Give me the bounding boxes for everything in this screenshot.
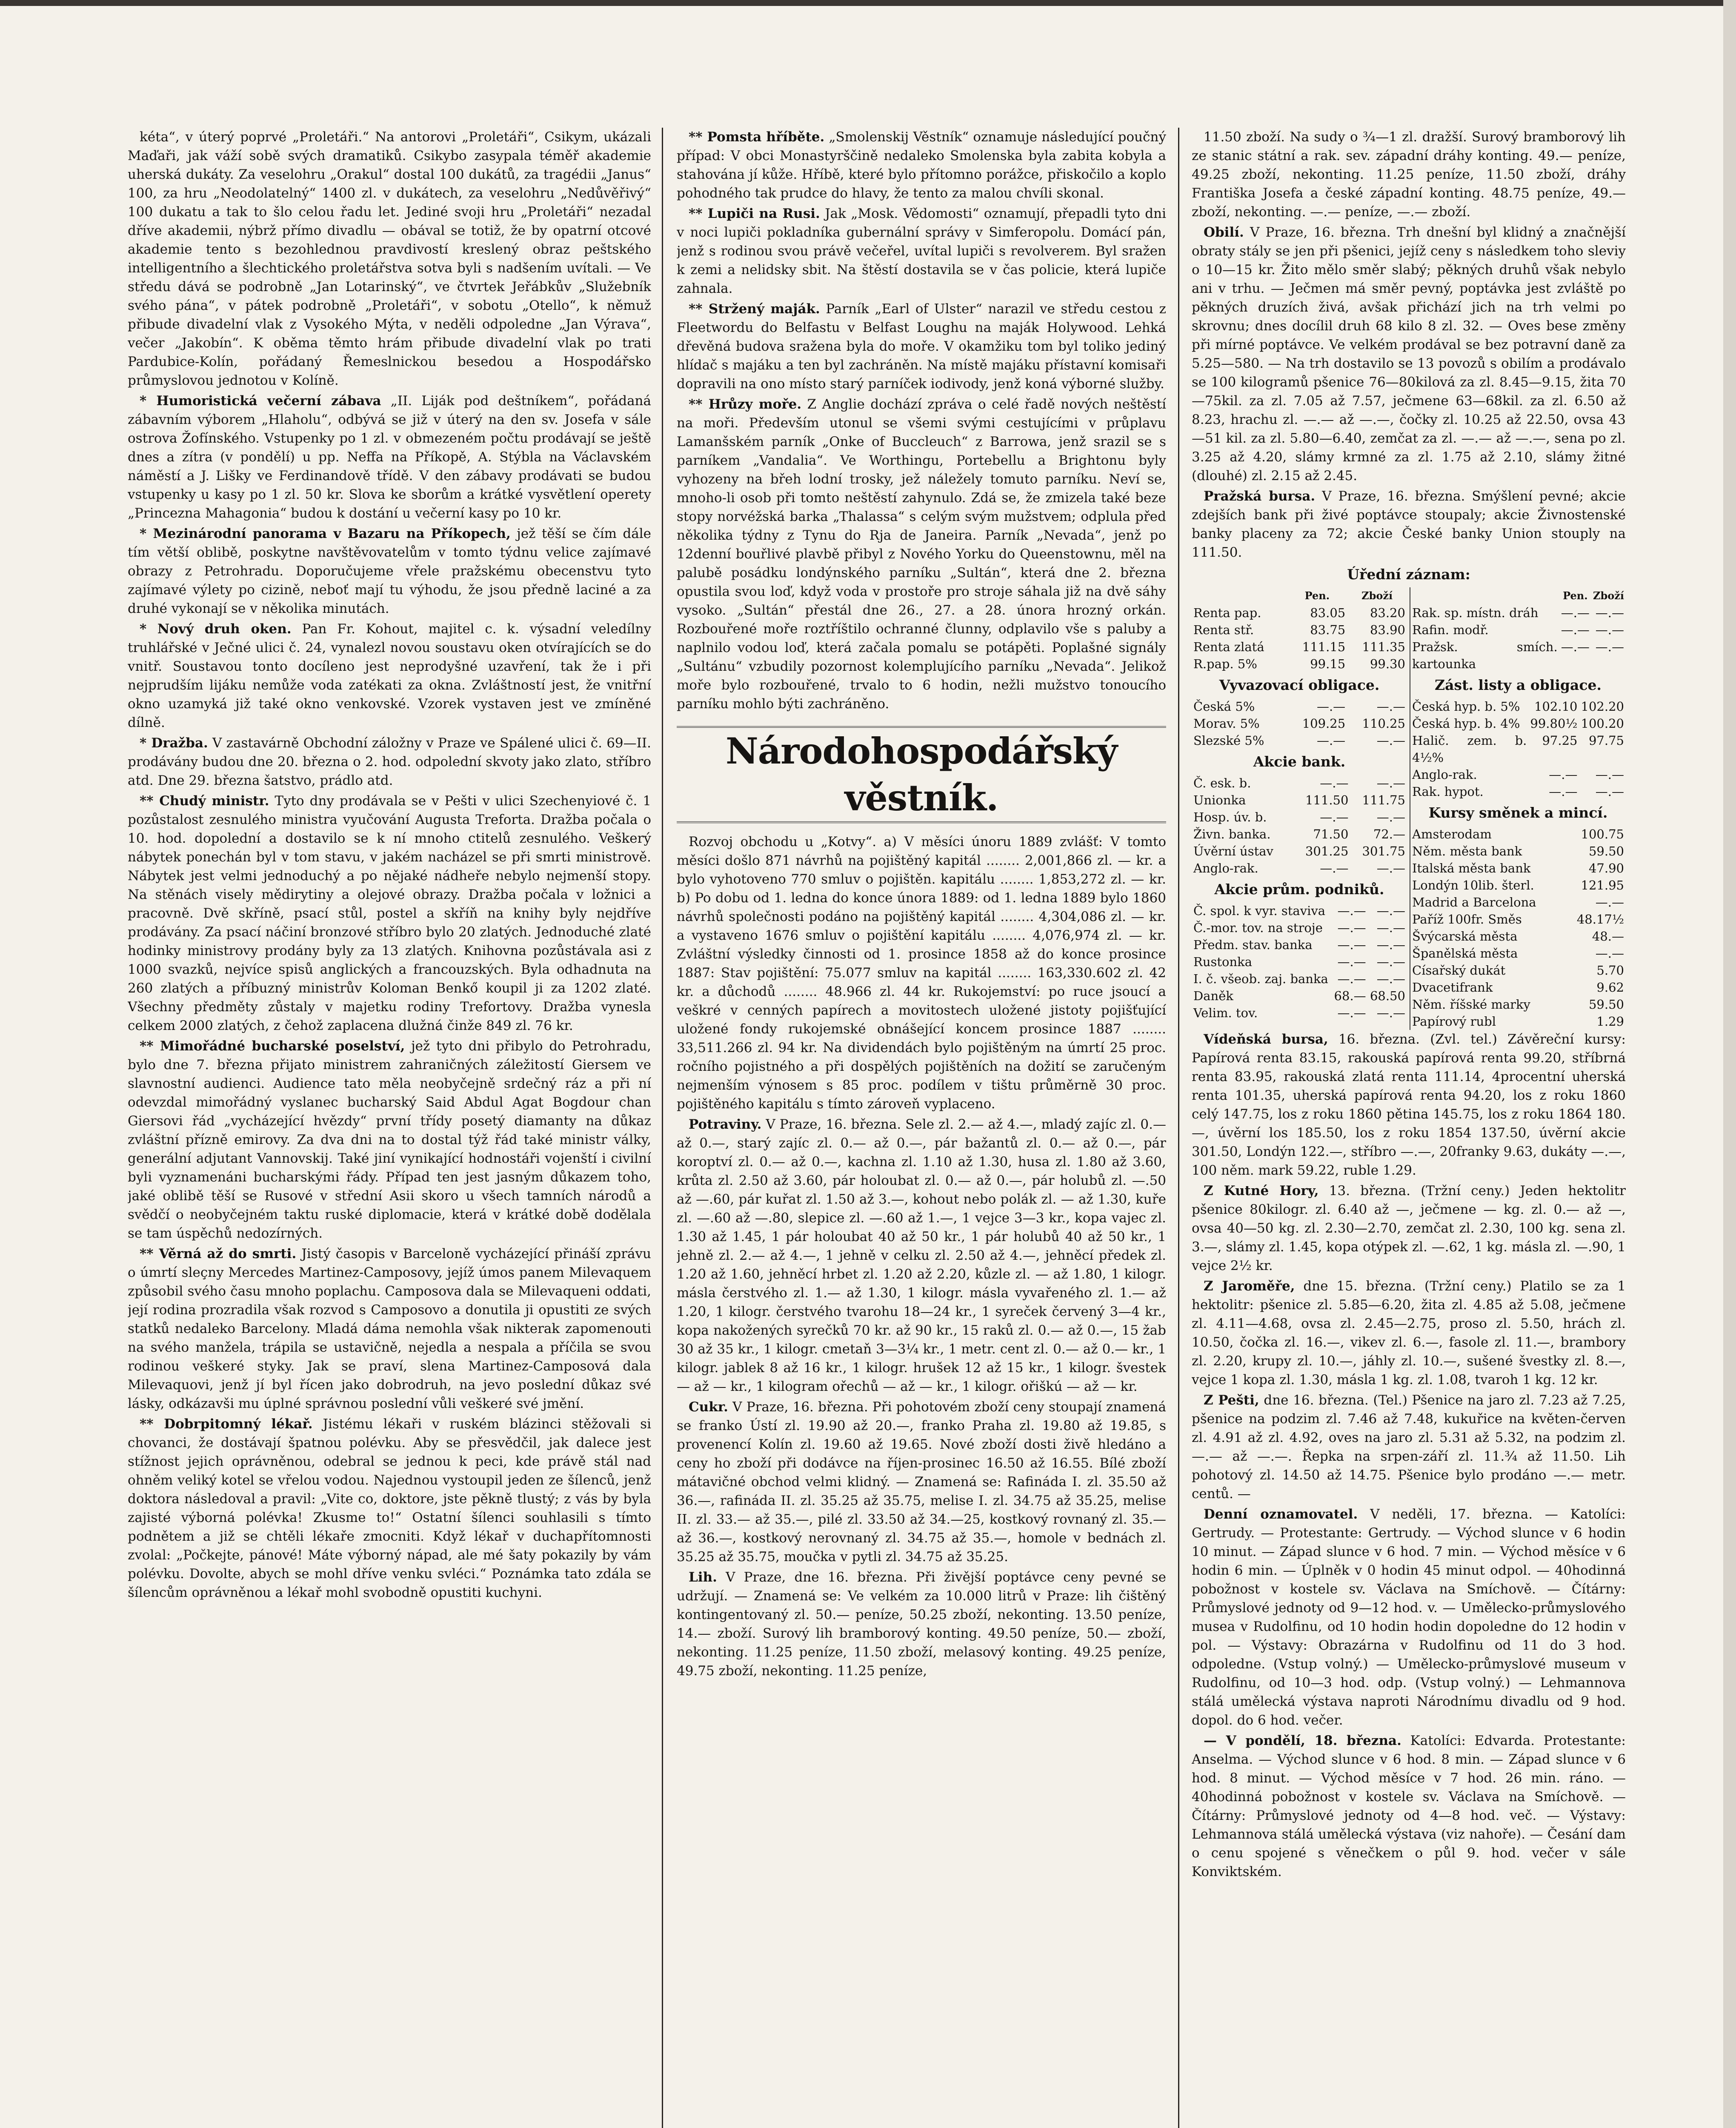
row-value: 59.50: [1588, 997, 1624, 1012]
table-row: [1410, 698, 1626, 715]
article: [1192, 1731, 1626, 1881]
article-text: Jistý časopis v Barceloně vycházející přináší zprávu o úmrtí sleçny Mercedes Martinez-Camposovy, jejíž úmos panem Milevaquem způsobil svého času mnoho poplachu. Camposova dala se Milevaqueni oddati, její rodina prozradila však rozvod s Camposovo a donutila ji opustiti ze svých statků nedaleko Barcelony. Mladá dáma nemohla však nikterak zapomenouti na svého manžela, trápila se ustavičně, nejedla a nespala a příčila se svou rodinou veškeré styky. Jak se praví, slena Martinez-Camposová dala Milevaquovi, jenž jí byl řícen jako dobrodruh, na jevo poslední důkaz své lásky, odkázavši mu úplné správnou poslední vůli veškeré své jmění.: [128, 1246, 651, 1411]
table-row: [1192, 809, 1407, 826]
row-value: 47.90: [1588, 861, 1624, 875]
table-row: [1410, 621, 1626, 638]
row-label: Č. spol. k vyr. staviva: [1193, 904, 1326, 918]
bourse-kursy-table: [1410, 826, 1626, 1030]
table-row: [1410, 826, 1626, 843]
article-text: Katolíci: Edvarda. Protestante: Anselma. — Východ slunce v 6 hod. 8 min. — Západ slunce v 6 hod. 8 minut. — Východ měsíce v 7 hod. 26 min. ráno. — 40hodinná pobožnost v kostele sv. Václava na Smíchově. — Čítárny: Průmyslové jednoty od 4—8 hod. več. — Výstavy: Lehmannova stálá umělecká výstava (viz nahoře). — Česání dam o cenu spojené s věnečkem o půl 9. hod. večer v sále Konviktském.: [1192, 1733, 1626, 1879]
article-text: V Praze, 16. března. Při pohotovém zboží ceny stoupají znamená se franko Ústí zl. 19.90 až 20.—, franko Praha zl. 19.80 až 19.85, s provenencí Kolín zl. 19.60 až 19.65. Nové zboží dosti živě hledáno a ceny ho zboží při dodávce na říjen-prosinec 16.50 až 16.55. Bílé zboží mátavičné obchod velmi klidný. — Znamená se: Rafináda I. zl. 35.50 až 36.—, rafináda II. zl. 35.25 až 35.75, melise I. zl. 34.75 až 35.25, melise II. zl. 33.— až 35.—, pilé zl. 33.50 až 34.—25, kostkový rovnaný zl. 35.— až 36.—, kostkový nerovnaný zl. 34.75 až 35.—, homole v bednách zl. 35.25 až 35.75, moučka v pytli zl. 34.75 až 35.25.: [677, 1399, 1166, 1565]
table-row: [1192, 919, 1407, 936]
article-heading: ** Mimořádné bucharské poselství,: [140, 1038, 405, 1054]
table-row: [1410, 996, 1626, 1013]
article: [677, 1568, 1166, 1680]
table-row: [1410, 979, 1626, 996]
row-label: Slezské 5%: [1193, 733, 1264, 748]
row-value: 100.20: [1581, 716, 1624, 731]
table-row: [1192, 843, 1407, 860]
row-value: —.—: [1320, 861, 1349, 875]
row-label: Velim. tov.: [1193, 1006, 1258, 1020]
article: [677, 300, 1166, 393]
row-label: Daněk: [1193, 989, 1233, 1003]
article: [128, 1244, 651, 1413]
article: [128, 524, 651, 618]
row-label: Italská města bank: [1412, 861, 1531, 875]
article: [128, 392, 651, 523]
row-value: 111.75: [1362, 793, 1405, 807]
article-text: kéta“, v úterý poprvé „Proletáři.“ Na antorovi „Proletáři“, Csikym, ukázali Maďaři, jak váží sobě svých dramatiků. Csikybo zasypala téměř akademie uherská dukáty. Za veselohru „Orakul“ dostal 100 dukátů, za tragédii „Janus“ 100, za hru „Neodolatelný“ 1400 zl. v dukátech, za veselohru „Nedůvěřivý“ 100 dukatu a tak to šlo celou řadu let. Jediné svoji hru „Proletáři“ nezadal dříve akademii, nýbrž přímo divadlu — obával se totiž, že by opatrní otcové akademie tento s bezohlednou pravdivostí kreslený obraz peštského intelligentního a šlechtického proletářstva sotva byli s nadšením uvítali. — Ve středu dává se podrobně „Jan Lotarinský“, ve čtvrtek Jeřábkův „Služebník svého pána“, v pátek podrobně „Proletáři“, v sobotu „Otello“, k němuž přibude divadelní vlak z Vysokého Mýta, v neděli odpoledne „Jan Výrava“, večer „Jakobín“. K oběma těmto hrám přibude divadelní vlak po trati Pardubice-Kolín, pořádaný Řemeslnickou besedou a Hospodářsko průmyslovou jednotou v Kolíně.: [128, 129, 651, 388]
article-heading: * Humoristická večerní zábava: [140, 393, 381, 409]
row-label: Papírový rubl: [1412, 1014, 1496, 1029]
table-row: [1410, 638, 1626, 672]
table-row: [1410, 877, 1626, 894]
table-row: [1192, 987, 1407, 1004]
row-value: 97.25: [1542, 733, 1578, 748]
row-value: —.—: [1561, 640, 1590, 654]
row-value: —.—: [1376, 955, 1405, 969]
row-label: Amsterodam: [1412, 827, 1492, 841]
table-row: [1192, 792, 1407, 809]
row-value: —.—: [1337, 938, 1366, 952]
article-text: V zastavárně Obchodní záložny v Praze ve Spálené ulici č. 69—II. prodávány budou dne 20. března o 2. hod. odpolední skvoty jako zlato, stříbro atd. Dne 29. března šatstvo, prádlo atd.: [128, 735, 651, 788]
table-row: [1410, 928, 1626, 945]
row-label: Pražsk. smích. kartounka: [1412, 640, 1558, 671]
article-text: 13. března. (Tržní ceny.) Jeden hektolitr pšenice 80kilogr. zl. 6.40 až —, ječmene — kg. zl. 0.— až —, ovsa 40—50 kg. zl. 2.30—2.70, zemčat zl. 2.30, 100 kg. sena zl. 3.—, slámy zl. 1.45, kopa otýpek zl. —.62, 1 kg. másla zl. —.90, 1 vejce 2½ kr.: [1192, 1183, 1626, 1273]
article: [677, 204, 1166, 298]
bourse-official-table: [1192, 587, 1626, 1030]
article-heading: * Nový druh oken.: [140, 621, 292, 637]
row-value: 71.50: [1313, 827, 1349, 841]
article-text: „Smolenskij Věstník“ oznamuje následující poučný případ: V obci Monastyrščině nedaleko Smolenska byla zabita kobyla a stahována jí kůže. Hříbě, které bylo přítomno porážce, přiskočilo a koplo pohodného tak prudce do hlavy, že tento za malou chvíli skonal.: [677, 129, 1166, 201]
row-value: —.—: [1337, 972, 1366, 986]
row-label: Předm. stav. banka: [1193, 938, 1313, 952]
row-label: Španělská města: [1412, 946, 1518, 961]
article-heading: Vídeňská bursa,: [1204, 1032, 1328, 1047]
column-rule-2: [1178, 128, 1179, 2128]
article-heading: ** Pomsta hříběte.: [689, 129, 825, 145]
bourse-zast-table: [1410, 698, 1626, 800]
row-label: Úvěrní ústav: [1193, 844, 1273, 858]
row-label: Halič. zem. b. 4½%: [1412, 733, 1527, 765]
article: [1192, 223, 1626, 485]
row-value: 99.15: [1310, 657, 1346, 671]
article: [1192, 1391, 1626, 1503]
row-value: —.—: [1337, 921, 1366, 935]
row-value: —.—: [1549, 767, 1578, 782]
table-row: [1410, 715, 1626, 732]
row-value: —.—: [1549, 784, 1578, 799]
row-value: 111.15: [1302, 640, 1346, 654]
article-heading: Obilí.: [1204, 225, 1244, 240]
row-value: 83.90: [1370, 623, 1405, 637]
article-heading: Z Kutné Hory,: [1204, 1183, 1319, 1198]
row-label: Něm. města bank: [1412, 844, 1522, 858]
article-text: 16. března. (Zvl. tel.) Závěreční kursy: Papírová renta 83.15, rakouská papírová renta 99.20, stříbrná renta 83.95, rakouská zlatá renta 111.14, 4procentní uherská renta 101.35, uherská papírová renta 94.20, los z roku 1860 celý 147.75, los z roku 1860 pětina 145.75, los z roku 1864 180.—, úvěrní los 185.50, los z roku 1854 137.50, úvěrní akcie 301.50, Londýn 122.—, stříbro —.—, 20franky 9.63, dukáty —.—, 100 něm. mark 59.22, ruble 1.29.: [1192, 1032, 1626, 1178]
row-label: Paříž 100fr. Směs: [1412, 912, 1522, 927]
table-row: [1192, 621, 1407, 638]
row-value: —.—: [1595, 623, 1624, 637]
article-text: Pan Fr. Kohout, majitel c. k. výsadní veledílny truhlářské v Ječné ulici č. 24, vynalezl novou soustavu oken otvírajících se do vnitř. Soustavou tonto docíleno jest neprodyšné uzavření, tak že i při nejprudším lijáku nemůže voda zatékati za okna. Zvláštností jest, že vnitřní okno uzamyká již také okno venkovské. Vzorek vystaven jest ve zmíněné dílně.: [128, 621, 651, 730]
row-label: Císařský dukát: [1412, 963, 1506, 978]
article-heading: * Dražba.: [140, 735, 208, 751]
bourse-vyv-title: Vyvazovací obligace.: [1219, 677, 1380, 693]
bourse-misc-table: [1410, 587, 1626, 672]
row-label: Rak. hypot.: [1412, 784, 1484, 799]
row-value: 83.75: [1310, 623, 1346, 637]
row-value: —.—: [1376, 733, 1405, 748]
row-label: Rustonka: [1193, 955, 1253, 969]
row-value: —.—: [1561, 606, 1590, 620]
bourse-vyv-table: [1192, 698, 1407, 749]
row-value: —.—: [1376, 938, 1405, 952]
row-label: Anglo-rak.: [1412, 767, 1477, 782]
row-value: 121.95: [1581, 878, 1624, 892]
row-label: Česká hyp. b. 4%: [1412, 716, 1520, 731]
row-label: Renta zlatá: [1193, 640, 1264, 654]
table-row: [1192, 970, 1407, 987]
row-value: —.—: [1337, 904, 1366, 918]
row-value: —.—: [1595, 946, 1624, 961]
row-value: 111.35: [1362, 640, 1405, 654]
row-value: —.—: [1316, 699, 1346, 714]
scan-right-edge: [1723, 0, 1736, 2128]
row-value: 99.30: [1370, 657, 1405, 671]
row-label: Hosp. úv. b.: [1193, 810, 1267, 824]
article-heading: Pražská bursa.: [1204, 489, 1316, 504]
row-value: —.—: [1595, 606, 1624, 620]
bourse-rentes-table: [1192, 587, 1407, 672]
article-heading: ** Chudý ministr.: [140, 793, 269, 809]
row-value: 59.50: [1588, 844, 1624, 858]
article: [128, 1037, 651, 1243]
article: [128, 620, 651, 732]
row-value: —.—: [1320, 776, 1349, 790]
header-zbozi: Zboží: [1361, 589, 1393, 602]
row-label: R.pap. 5%: [1193, 657, 1257, 671]
row-value: —.—: [1320, 810, 1349, 824]
column-2-top-articles: [677, 128, 1166, 713]
table-row: [1410, 604, 1626, 621]
row-label: Živn. banka.: [1193, 827, 1271, 841]
table-row: [1192, 860, 1407, 877]
article: [128, 1415, 651, 1602]
article-heading: Denní oznamovatel.: [1204, 1507, 1358, 1522]
row-label: Londýn 10lib. šterl.: [1412, 878, 1534, 892]
row-value: 99.80½: [1530, 716, 1578, 731]
row-value: —.—: [1376, 921, 1405, 935]
table-row: [1192, 655, 1407, 672]
article-text: V Praze, 16. března. Sele zl. 2.— až 4.—, mladý zajíc zl. 0.— až 0.—, starý zajíc zl. 0.— až 0.—, pár bažantů zl. 0.— až 0.—, pár koroptví zl. 0.— až 0.—, kachna zl. 1.10 až 1.30, husa zl. 1.80 až 3.60, krůta zl. 2.50 až 3.60, pár holoubat zl. 0.— až 0.—, pár holubů zl. —.50 až —.60, pár kuřat zl. 1.50 až 3.—, kohout nebo polák zl. — až 1.30, kuře zl. —.60 až —.80, slepice zl. —.60 až 1.—, 1 vejce 3—3 kr., kopa vajec zl. 1.30 až 1.45, 1 pár holoubat 40 až 50 kr., 1 pár holubů 40 až 50 kr., 1 jehně zl. 2.— až 4.—, 1 jehně v celku zl. 2.50 až 4.—, jehněcí předek zl. 1.20 až 1.60, jehněcí hrbet zl. 1.20 až 2.20, kůzle zl. — až 1.80, 1 kilogr. másla čerstvého zl. 1.— až 1.30, 1 kilogr. másla vyvařeného zl. 1.— až 1.20, 1 kilogr. čerstvého tvarohu 18—24 kr., 1 syreček červený 3—4 kr., kopa nakožených syrečků 70 kr. až 90 kr., 15 raků zl. 0.— až 0.—, 15 žab 30 až 35 kr., 1 kilogr. cmetaň 3—3¼ kr., 1 metr. cent zl. 0.— až 0.— kr., 1 kilogr. jablek 8 až 16 kr., 1 kilogr. hrušek 12 až 15 kr., 1 kilogr. švestek — až — kr., 1 kilogram ořechů — až — kr., 1 kilogr. ořiškú — až — kr.: [677, 1117, 1166, 1394]
article-heading: ** Dobrpitomný lékař.: [140, 1416, 313, 1432]
article: [677, 1398, 1166, 1566]
article-text: V Praze, 16. března. Smýšlení pevné; akcie zdejších bank při živé poptávce stoupaly; akcie Živnostenské banky placeny za 72; akcie České banky Union stouply na 111.50.: [1192, 489, 1626, 560]
article: [677, 128, 1166, 203]
column-2-economic-articles: [677, 832, 1166, 1680]
row-value: 102.10: [1534, 699, 1578, 714]
article-heading: ** Věrná až do smrti.: [140, 1246, 297, 1261]
article: [1192, 1505, 1626, 1730]
column-2: [677, 128, 1166, 2128]
table-row: [1192, 698, 1407, 715]
article-text: Jistému lékaři v ruském blázinci stěžovali si chovanci, že dostávají špatnou polévku. Aby se přesvědčil, jak dalece jest stížnost jejich oprávněnou, odebral se jednou k peci, kde právě stál nad ohněm veliký kotel se vřelou vodou. Najednou vystoupil jeden ze šílenců, jenž doktora následoval a pravil: „Vite co, doktore, jste pěkně tlustý; z vás by byla zajisté výborná polévka! Zkusme to!“ Ostatní šílenci souhlasili s tímto podnětem a již se chtěli lékaře zmocniti. Když lékař v duchapřítomnosti zvolal: „Počkejte, pánové! Máte výborný nápad, ale mé šaty pokazily by vám polévku. Dovolte, abych se mohl dříve venku svléci.“ Poznámka tato zdála se šílencům oprávněnou a lékař mohl svobodně opustiti kuchyni.: [128, 1416, 651, 1600]
row-label: Renta stř.: [1193, 623, 1254, 637]
table-row: [1410, 783, 1626, 800]
row-value: 9.62: [1596, 980, 1624, 995]
column-rule-1: [662, 128, 663, 2128]
column-3-bottom-articles: [1192, 1030, 1626, 1881]
table-row: [1192, 953, 1407, 970]
table-row: [1192, 732, 1407, 749]
row-value: 83.20: [1370, 606, 1405, 620]
row-value: 97.75: [1588, 733, 1624, 748]
row-value: —.—: [1316, 733, 1346, 748]
row-value: 68.50: [1370, 989, 1405, 1003]
scan-top-edge: [0, 0, 1736, 6]
row-value: 68.—: [1334, 989, 1366, 1003]
row-label: Č. esk. b.: [1193, 776, 1251, 790]
row-label: Česká hyp. b. 5%: [1412, 699, 1520, 714]
row-label: Rak. sp. místn. dráh: [1412, 606, 1539, 620]
table-row: [1410, 894, 1626, 911]
article-text: V neděli, 17. března. — Katolíci: Gertrudy. — Protestante: Gertrudy. — Východ slunce v 6 hodin 10 minut. — Západ slunce v 6 hod. 7 min. — Východ měsíce v 6 hodin 6 min. — Úplněk v 0 hodin 45 minut odpol. — 40hodinná pobožnost v kostele sv. Václava na Smíchově. — Čítárny: Průmyslové jednoty od 9—12 hod. v. — Umělecko-průmyslového musea v Rudolfinu, od 10 hodin hodin dopoledne do 12 hodin v pol. — Výstavy: Obrazárna v Rudolfinu od 11 do 3 hod. odpoledne. (Vstup volný.) — Umělecko-průmyslové museum v Rudolfinu, od 10—3 hod. odp. (Vstup volný.) — Lehmannova stálá umělecká výstava naproti Národnímu divadlu od 9 hod. dopol. do 6 hod. večer.: [1192, 1507, 1626, 1728]
row-value: 1.29: [1596, 1014, 1624, 1029]
table-row: [1410, 911, 1626, 928]
bourse-zast-title: Zást. listy a obligace.: [1435, 677, 1602, 693]
row-value: 301.75: [1362, 844, 1405, 858]
row-label: Unionka: [1193, 793, 1246, 807]
table-row: [1410, 843, 1626, 860]
article-text: dne 15. března. (Tržní ceny.) Platilo se za 1 hektolitr: pšenice zl. 5.85—6.20, žita zl. 4.85 až 5.08, ječmene zl. 4.11—4.68, ovsa zl. 2.45—2.75, proso zl. 5.50, hrách zl. 10.50, čočka zl. 16.—, vikev zl. 6.—, fasole zl. 11.—, brambory zl. 2.20, krupy zl. 10.—, jáhly zl. 10.—, sušené švestky zl. 8.—, vejce 1 kopa zl. 1.30, másla 1 kg. zl. 1.08, tvaroh 1 kg. 12 kr.: [1192, 1279, 1626, 1387]
table-row: [1192, 936, 1407, 953]
article-heading: ** Stržený maják.: [689, 301, 820, 317]
row-value: 100.75: [1581, 827, 1624, 841]
bourse-podnik-title: Akcie prům. podniků.: [1214, 881, 1384, 898]
article-heading: Potraviny.: [689, 1117, 762, 1132]
row-value: 5.70: [1596, 963, 1624, 978]
article-heading: Cukr.: [689, 1399, 728, 1415]
article-text: dne 16. března. (Tel.) Pšenice na jaro zl. 7.23 až 7.25, pšenice na podzim zl. 7.46 až 7.48, kukuřice na květen-červen zl. 4.91 až zl. 4.92, oves na jaro zl. 5.31 až 5.32, na podzim zl. —.— až —.—. Řepka na srpen-září zl. 11.¾ až 11.50. Lih pohotový zl. 14.50 až 14.75. Pšenice bylo prodáno —.— metr. centů. —: [1192, 1393, 1626, 1502]
article-heading: * Mezinárodní panorama v Bazaru na Příkopech,: [140, 526, 511, 541]
row-value: —.—: [1376, 699, 1405, 714]
article: [1192, 1030, 1626, 1180]
article: [128, 128, 651, 390]
section-title: Národohospodářský věstník.: [677, 726, 1166, 823]
article: [1192, 1181, 1626, 1275]
article: [1192, 487, 1626, 562]
table-row: [1192, 638, 1407, 655]
row-label: Rafin. modř.: [1412, 623, 1489, 637]
row-value: —.—: [1595, 784, 1624, 799]
row-value: 48.—: [1592, 929, 1624, 944]
column-3-top-articles: [1192, 128, 1626, 562]
row-label: Něm. říšské marky: [1412, 997, 1530, 1012]
row-value: —.—: [1561, 623, 1590, 637]
row-value: 111.50: [1305, 793, 1349, 807]
article: [128, 792, 651, 1035]
row-label: Anglo-rak.: [1193, 861, 1258, 875]
article-text: V Praze, dne 16. března. Při živější poptávce ceny pevné se udržují. — Znamená se: Ve velkém za 10.000 litrů v Praze: lih čištěný kontingentovaný zl. 50.— peníze, 50.25 zboží, nekonting. 13.50 peníze, 14.— zboží. Surový lih bramborový konting. 49.50 peníze, 50.— zboží, nekonting. 11.25 peníze, 11.50 zboží, melasový konting. 49.25 peníze, 49.75 zboží, nekonting. 11.25 peníze,: [677, 1570, 1166, 1679]
row-value: —.—: [1595, 895, 1624, 910]
article-text: Z Anglie dochází zpráva o celé řadě nových neštěstí na moři. Především utonul se všemi svými cestujícími v průplavu Lamanšském parník „Onke of Buccleuch“ z Barrowa, jenž srazil se s parníkem „Vandalia“. Ve Worthingu, Portebellu a Brightonu byly vyhozeny na břeh lodní trosky, jež náležely tomuto parníku. Neví se, mnoho-li osob při tomto neštěstí zahynulo. Zdá se, že zmizela také beze stopy norvéžská barka „Thalassa“ s celým svým mužstvem; odplula před několika týdny z Tynu do Rja de Janeira. Parník „Nevada“, jenž po 12denní bouřlivé plavbě přibyl z Nového Yorku do Queenstownu, měl na palubě posádku londýnského parníku „Sultán“, která dne 2. března opustila svou loď, když voda v prostoře pro stroje sáhala již na dvě sáhy vysoko. „Sultán“ přestál dne 26., 27. a 28. února hrozný orkán. Rozbouřené moře roztříštilo ochranné člunny, odplavilo vše s paluby a naplnilo vodou loď, která začala pomalu se potápěti. Poplašné signály „Sultánu“ vzbudily pozornost kolemplujícího parníku „Nevada“. Jelikož moře bylo rozbouřené, trvalo to 6 hodin, nežli mužstvo tonoucího parníku mohlo býti zachráněno.: [677, 397, 1166, 712]
row-value: 109.25: [1302, 716, 1346, 731]
column-3: [1192, 128, 1626, 2128]
table-row: [1192, 902, 1407, 919]
row-value: 102.20: [1581, 699, 1624, 714]
table-row: [1410, 732, 1626, 766]
article-text: Parník „Earl of Ulster“ narazil ve středu cestou z Fleetwordu do Belfastu v Belfast Loughu na maják Holywood. Lehká dřevěná budova sražena byla do moře. V okamžiku tom byl toliko jediný hlídač s majáku a ten byl zachráněn. Na místě majáku přístavní komisaři dopravili na ono místo starý parníček iodivody, jenž koná výborné služby.: [677, 301, 1166, 392]
row-value: —.—: [1376, 904, 1405, 918]
table-row: [1192, 775, 1407, 792]
row-value: —.—: [1337, 955, 1366, 969]
article-text: Rozvoj obchodu u „Kotvy“. a) V měsíci únoru 1889 zvlášť: V tomto měsíci došlo 871 návrhů na pojištěný kapitál ........ 2,001,866 zl. — kr. a bylo vyhotoveno 770 smluv o pojištěn. kapitálu ........ 1,853,272 zl. — kr. b) Po dobu od 1. ledna do konce února 1889: od 1. ledna 1889 bylo 1860 návrhů společnosti podáno na pojištěný kapitál ........ 4,304,086 zl. — kr. a vystaveno 1676 smluv o pojištění kapitálu ........ 4,076,974 zl. — kr. Zvláštní výsledky činnosti od 1. prosince 1858 až do konce prosince 1887: Stav pojištění: 75.077 smluv na kapitál ........ 163,330.602 zl. 42 kr. a důchodů ........ 48.966 zl. 44 kr. Rukojemství: po ruce jsoucí a veškré v cenných papírech a movitostech uložené jistoty pojišťující uložené fondy rukojemské obnášející koncem prosince 1887 ........ 33,511.266 zl. 94 kr. Na dividendách bylo pojištěným na úmrtí 25 proc. ročního pojistného a při dospělých pojištěních na dožití se zaručeným nejmenším výnosem s 85 proc. podílem v tištu průměrně 30 proc. pojištěného kapitálu s tímto zároveň vyplaceno.: [677, 834, 1166, 1112]
column-1: [128, 128, 651, 2128]
table-row: [1410, 962, 1626, 979]
bourse-podnik-table: [1192, 902, 1407, 1021]
article-text: jež těší se čím dále tím větší oblibě, poskytne navštěvovatelům v tomto týdnu velice zajímavé obrazy z Petrohradu. Doporučujeme vřele pražskému obecenstvu tyto zajímavé výlety po cizině, neboť mají tu výhodu, že jsou předně laciné a za druhé vykonají se v několika minutách.: [128, 526, 651, 616]
article-heading: ** Hrůzy moře.: [689, 397, 802, 412]
row-label: Dvacetifrank: [1412, 980, 1493, 995]
row-value: —.—: [1376, 1006, 1405, 1020]
bourse-kursy-title: Kursy směnek a mincí.: [1428, 804, 1608, 821]
article-heading: Z Jaroměře,: [1204, 1279, 1295, 1294]
article-heading: Z Pešti,: [1204, 1393, 1259, 1408]
row-value: —.—: [1376, 861, 1405, 875]
row-value: 83.05: [1310, 606, 1346, 620]
row-value: —.—: [1595, 640, 1624, 654]
row-value: —.—: [1376, 810, 1405, 824]
table-row: [1410, 860, 1626, 877]
table-row: [1192, 1004, 1407, 1021]
article-text: jež tyto dni přibylo do Petrohradu, bylo dne 7. března přijato ministrem zahraničných záležitostí Giersem ve slavnostní audienci. Audience tato měla neobyčejně srdečný ráz a při ní odevzdal mimořádný vyslanec bucharský Said Abdul Agat Bogdour chan Giersovi řád „vycházející hvězdy“ první třídy posetý diamanty na důkaz zvláštní přízně emirovy. Za dva dni na to dostal týž řád také ministr války, generální adjutant Vannovskij. Také jiní vynikající hodnostáři vojenští i civilní byli vyznamenáni bucharskými řády. Případ ten jest jasným důkazem toho, jaké oblibě těší se Rusové v střední Asii skoro u všech tamních národů a svědčí o neobyčejném taktu ruské diplomacie, která v krátké době dodělala se tam úspěchů nedozírných.: [128, 1038, 651, 1241]
row-value: —.—: [1376, 972, 1405, 986]
row-value: —.—: [1337, 1006, 1366, 1020]
bourse-akcie-table: [1192, 775, 1407, 877]
article: [128, 734, 651, 790]
row-label: Švýcarská města: [1412, 929, 1518, 944]
bourse-official-title: Úřední záznam:: [1347, 566, 1470, 583]
bourse-right-block: [1410, 587, 1626, 1030]
article-text: 11.50 zboží. Na sudy o ¾—1 zl. dražší. Surový bramborový lih ze stanic státní a rak. sev. západní dráhy konting. 49.— peníze, 49.25 zboží, nekonting. 11.25 peníze, 11.50 zboží, dráhy Františka Josefa a české západní konting. 48.75 peníze, 49.— zboží, nekonting. —.— peníze, —.— zboží.: [1192, 129, 1626, 220]
bourse-left-block: [1192, 587, 1407, 1030]
article-text: V Praze, 16. března. Trh dnešní byl klidný a značnější obraty stály se jen při pšenici, jejíž ceny s následkem toho sleviy o 10—15 kr. Žito mělo směr slabý; pěkných druhů však nebylo ani v trhu. — Ječmen má směr pevný, poptávka jest zvláště po pěkných druzích živá, avšak přichází jich na trh velmi po skrovnu; dnes docílil druh 68 kilo 8 zl. 32. — Oves bese změny při mírné poptávce. Ve velkém prodával se bez potravní daně za 5.25—580. — Na trh dostavilo se 13 povozů s obilím a prodávalo se 100 kilogramů pšenice 76—80kilová za zl. 8.45—9.15, žita 70—75kil. za zl. 7.05 až 7.57, ječmene 63—68kil. za zl. 6.50 až 8.23, hrachu zl. —.— až —.—, čočky zl. 10.25 až 22.50, ovsa 43—51 kil. za zl. 5.80—6.40, zemčat za zl. —.— až —.—, sena po zl. 3.25 až 4.20, slámy krmné za zl. 1.75 až 2.10, slámy žitné (dlouhé) zl. 2.15 až 2.45.: [1192, 225, 1626, 483]
table-row: [1410, 766, 1626, 783]
row-label: Madrid a Barcelona: [1412, 895, 1536, 910]
article: [1192, 128, 1626, 221]
row-label: Česká 5%: [1193, 699, 1255, 714]
article-text: „II. Liják pod deštníkem“, pořádaná zábavním výborem „Hlaholu“, odbývá se již v úterý na den sv. Josefa v sále ostrova Žofínského. Vstupenky po 1 zl. v obmezeném počtu prodávají se ještě dnes a zítra (v pondělí) u pp. Neffa na Příkopě, A. Stýbla na Václavském náměstí a J. Lišky ve Ferdinandově třídě. V den zábavy prodávati se budou vstupenky u kasy po 1 zl. 50 kr. Slova ke sborům a krátké vysvětlení operety „Princezna Mahagonia“ budou k dostání u večerní kasy po 10 kr.: [128, 393, 651, 521]
article: [677, 1115, 1166, 1396]
table-row: [1192, 715, 1407, 732]
article: [1192, 1277, 1626, 1389]
row-value: 110.25: [1362, 716, 1405, 731]
row-value: 48.17½: [1576, 912, 1624, 927]
row-label: Renta pap.: [1193, 606, 1261, 620]
row-label: Morav. 5%: [1193, 716, 1260, 731]
table-row: [1192, 604, 1407, 621]
header-pen-2: Pen.: [1563, 589, 1588, 602]
article-text: Jak „Mosk. Vědomosti“ oznamují, přepadli tyto dni v noci lupiči pokladníka gubernální správy v Simferopolu. Domácí pán, jenž s rodinou svou právě večeřel, uvítal lupiči s revolverem. Byl sražen k zemi a nelidsky sbit. Na štěstí dostavila se v čas policie, která lupiče zahnala.: [677, 206, 1166, 296]
table-row: [1410, 1013, 1626, 1030]
bourse-akcie-title: Akcie bank.: [1253, 753, 1346, 770]
article: [677, 832, 1166, 1113]
row-value: —.—: [1595, 767, 1624, 782]
article: [677, 395, 1166, 713]
table-row: [1192, 826, 1407, 843]
article-heading: ** Lupiči na Rusi.: [689, 206, 820, 221]
article-heading: Lih.: [689, 1570, 717, 1585]
header-zbozi-2: Zboží: [1593, 589, 1624, 602]
row-value: 72.—: [1373, 827, 1405, 841]
article-text: Tyto dny prodávala se v Pešti v ulici Szechenyiové č. 1 pozůstalost zesnulého ministra vyučování Augusta Treforta. Dražba počala o 10. hod. dopolední a dostavilo se k ní mnoho ctitelů zesnulého. Veškerý nábytek ponechán byl v tom stavu, v jakém nacházel se při smrti ministrově. Nábytek jest velmi jednoduchý a po nějaké nádheře nebylo nejmenší stopy. Na stěnách visely mědirytiny a olejové obrazy. Dražba počala v ložnici a pracovně. Dvě skříně, psací stůl, postel a skříň na knihy byly nejdříve prodávány. Za psací náčiní bronzové stříbro bylo 20 zlatých. Jednoduché zlaté hodinky ministrovy prodány byly za 13 zlatých. Knihovna pozůstávala asi z 1000 svazků, nejvíce spisů anglických a francouzských. Byla odhadnuta na 260 zlatých a příbuzný ministrův Koloman Benkő koupil ji za 1202 zlaté. Všechny předměty zůstaly v majetku rodiny Trefortovy. Dražba vynesla celkem 2000 zlatých, z čehož zaplacena dlužná činže 849 zl. 76 kr.: [128, 793, 651, 1033]
article-heading: — V pondělí, 18. března.: [1204, 1733, 1401, 1748]
row-label: I. č. všeob. zaj. banka: [1193, 972, 1328, 986]
header-pen: Pen.: [1304, 589, 1330, 602]
row-value: 301.25: [1305, 844, 1349, 858]
table-row: [1410, 945, 1626, 962]
row-label: Č.-mor. tov. na stroje: [1193, 921, 1323, 935]
row-value: —.—: [1376, 776, 1405, 790]
